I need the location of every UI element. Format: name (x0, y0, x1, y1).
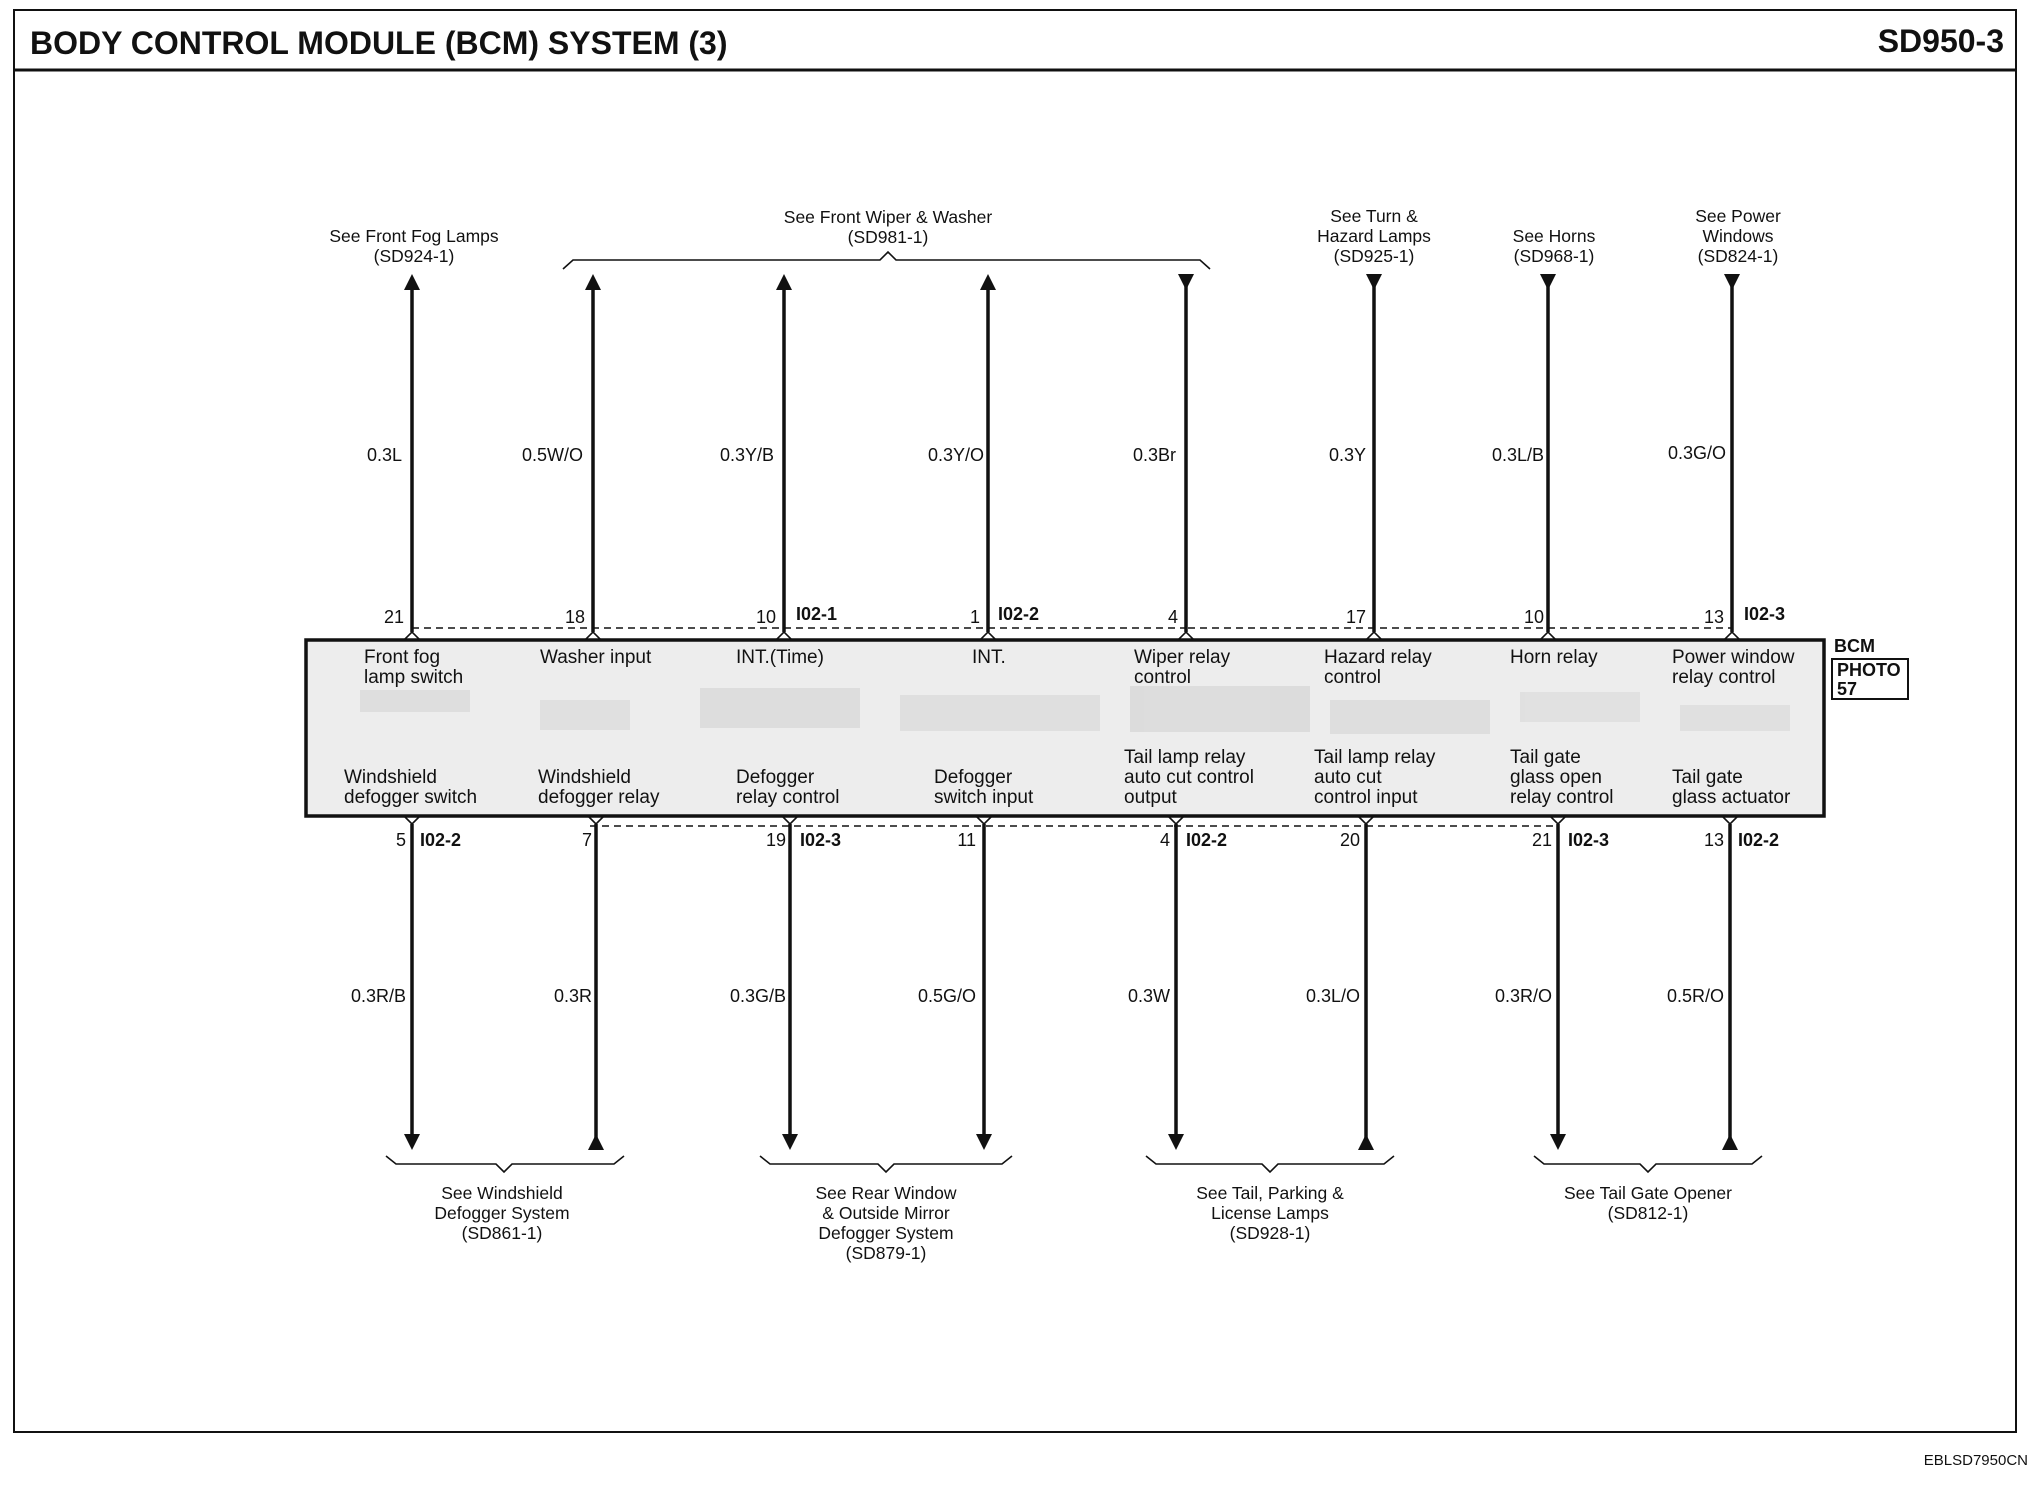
svg-text:13: 13 (1703, 830, 1724, 850)
svg-text:relay control: relay control (1510, 787, 1614, 808)
bottom-wire-19-i02-3 (730, 767, 841, 1150)
ref-power-windows (1695, 206, 1781, 266)
windshield-group-brace (386, 1156, 624, 1172)
svg-text:output: output (1124, 787, 1177, 808)
svg-text:(SD928-1): (SD928-1) (1229, 1223, 1311, 1243)
svg-text:I02-2: I02-2 (1738, 830, 1780, 850)
svg-text:(SD924-1): (SD924-1) (373, 246, 455, 266)
svg-text:Windshield: Windshield (344, 767, 437, 788)
svg-text:License Lamps: License Lamps (1211, 1203, 1329, 1223)
svg-text:INT.(Time): INT.(Time) (736, 647, 824, 668)
svg-text:Defogger: Defogger (736, 767, 815, 788)
ref-front-fog-lamps (329, 226, 498, 266)
ref-windshield-defogger (434, 1183, 569, 1243)
svg-text:control input: control input (1314, 787, 1418, 808)
svg-text:& Outside Mirror: & Outside Mirror (822, 1203, 950, 1223)
svg-text:0.3R/B: 0.3R/B (350, 986, 406, 1006)
svg-text:4: 4 (1167, 607, 1178, 627)
svg-text:0.3L: 0.3L (366, 445, 402, 465)
svg-text:Hazard relay: Hazard relay (1324, 647, 1432, 668)
svg-text:auto cut: auto cut (1314, 767, 1382, 788)
bcm-module-name: BCM (1834, 636, 1875, 656)
svg-text:I02-3: I02-3 (800, 830, 842, 850)
wiper-group-brace (563, 252, 1210, 269)
svg-text:0.5G/O: 0.5G/O (917, 986, 976, 1006)
svg-text:13: 13 (1703, 607, 1724, 627)
svg-text:control: control (1134, 667, 1192, 688)
svg-text:I02-1: I02-1 (796, 604, 838, 624)
svg-text:See Rear Window: See Rear Window (815, 1183, 957, 1203)
svg-text:0.3Y/B: 0.3Y/B (719, 445, 774, 465)
top-wire-13-i02-3 (1668, 274, 1795, 688)
svg-text:0.3L/O: 0.3L/O (1305, 986, 1360, 1006)
svg-text:Tail gate: Tail gate (1672, 767, 1743, 788)
svg-text:Horn relay: Horn relay (1510, 647, 1598, 668)
svg-text:0.5W/O: 0.5W/O (521, 445, 583, 465)
svg-text:Defogger System: Defogger System (434, 1203, 570, 1223)
svg-text:20: 20 (1339, 830, 1360, 850)
svg-text:I02-3: I02-3 (1744, 604, 1786, 624)
bottom-wire-5-i02-2 (344, 767, 477, 1150)
svg-text:defogger relay: defogger relay (538, 787, 660, 808)
svg-text:0.3R: 0.3R (553, 986, 592, 1006)
svg-text:0.5R/O: 0.5R/O (1666, 986, 1724, 1006)
svg-text:Wiper relay: Wiper relay (1134, 647, 1231, 668)
svg-text:control: control (1324, 667, 1382, 688)
svg-text:(SD824-1): (SD824-1) (1697, 246, 1779, 266)
svg-text:(SD968-1): (SD968-1) (1513, 246, 1595, 266)
svg-text:0.3R/O: 0.3R/O (1494, 986, 1552, 1006)
svg-text:I02-3: I02-3 (1568, 830, 1610, 850)
svg-text:See Front Wiper & Washer: See Front Wiper & Washer (783, 207, 993, 227)
top-wire-17 (1324, 274, 1432, 688)
rear-window-group-brace (760, 1156, 1012, 1172)
ref-rear-window-defogger (815, 1183, 956, 1263)
svg-text:Front fog: Front fog (364, 647, 441, 668)
svg-text:Tail lamp relay: Tail lamp relay (1124, 747, 1246, 768)
top-wire-1-i02-2 (928, 274, 1039, 668)
svg-text:lamp switch: lamp switch (364, 667, 464, 688)
svg-text:0.3W: 0.3W (1127, 986, 1170, 1006)
svg-text:See Tail Gate Opener: See Tail Gate Opener (1564, 1183, 1732, 1203)
svg-text:Defogger: Defogger (934, 767, 1013, 788)
svg-text:7: 7 (581, 830, 592, 850)
bottom-wire-13-i02-2 (1667, 767, 1791, 1150)
svg-text:switch input: switch input (934, 787, 1034, 808)
svg-text:I02-2: I02-2 (1186, 830, 1228, 850)
ref-tail-parking-license (1196, 1183, 1344, 1243)
svg-text:(SD812-1): (SD812-1) (1607, 1203, 1689, 1223)
top-wire-21 (364, 274, 463, 688)
svg-text:Windows: Windows (1702, 226, 1774, 246)
svg-text:0.3Y/O: 0.3Y/O (927, 445, 984, 465)
svg-text:0.3G/O: 0.3G/O (1667, 443, 1726, 463)
svg-text:18: 18 (564, 607, 585, 627)
svg-text:Washer input: Washer input (540, 647, 652, 668)
svg-text:Defogger System: Defogger System (818, 1223, 954, 1243)
svg-text:See Front Fog Lamps: See Front Fog Lamps (329, 226, 499, 246)
svg-text:glass open: glass open (1510, 767, 1602, 788)
svg-text:glass actuator: glass actuator (1672, 787, 1791, 808)
bottom-wire-20 (1306, 747, 1436, 1150)
tail-gate-group-brace (1534, 1156, 1762, 1172)
bottom-wire-7 (538, 767, 660, 1150)
svg-text:21: 21 (1531, 830, 1552, 850)
top-wire-18 (522, 274, 652, 668)
tail-lamps-group-brace (1146, 1156, 1394, 1172)
svg-text:0.3Br: 0.3Br (1132, 445, 1176, 465)
svg-text:Tail lamp relay: Tail lamp relay (1314, 747, 1436, 768)
photo-reference-label: PHOTO (1837, 660, 1901, 680)
footer-code: EBLSD7950CN (1923, 1452, 2028, 1469)
svg-text:See Turn &: See Turn & (1330, 206, 1418, 226)
svg-text:Tail gate: Tail gate (1510, 747, 1581, 768)
page-code: SD950-3 (1877, 23, 2004, 59)
photo-reference-number: 57 (1837, 679, 1858, 699)
svg-text:INT.: INT. (972, 647, 1006, 668)
svg-text:0.3G/B: 0.3G/B (729, 986, 786, 1006)
svg-text:Windshield: Windshield (538, 767, 631, 788)
page-title: BODY CONTROL MODULE (BCM) SYSTEM (3) (30, 25, 728, 61)
ref-tail-gate-opener (1564, 1183, 1732, 1223)
svg-text:4: 4 (1159, 830, 1170, 850)
svg-text:1: 1 (969, 607, 980, 627)
top-wire-10 (1492, 274, 1598, 668)
svg-text:21: 21 (383, 607, 404, 627)
svg-text:defogger switch: defogger switch (344, 787, 478, 808)
svg-text:(SD981-1): (SD981-1) (847, 227, 929, 247)
svg-text:See Horns: See Horns (1512, 226, 1596, 246)
svg-text:(SD925-1): (SD925-1) (1333, 246, 1415, 266)
svg-text:auto cut control: auto cut control (1124, 767, 1254, 788)
svg-text:See Power: See Power (1695, 206, 1781, 226)
svg-text:17: 17 (1345, 607, 1366, 627)
svg-text:(SD861-1): (SD861-1) (461, 1223, 543, 1243)
svg-text:Hazard Lamps: Hazard Lamps (1317, 226, 1431, 246)
bottom-wire-21-i02-3 (1495, 747, 1614, 1150)
svg-text:11: 11 (957, 830, 976, 850)
svg-text:5: 5 (395, 830, 406, 850)
bottom-wire-11 (918, 767, 1034, 1150)
svg-text:0.3L/B: 0.3L/B (1491, 445, 1544, 465)
svg-text:19: 19 (765, 830, 786, 850)
svg-text:(SD879-1): (SD879-1) (845, 1243, 927, 1263)
ref-front-wiper-washer (784, 207, 993, 247)
svg-text:0.3Y: 0.3Y (1328, 445, 1366, 465)
svg-text:10: 10 (1523, 607, 1544, 627)
svg-text:I02-2: I02-2 (420, 830, 462, 850)
svg-text:relay control: relay control (1672, 667, 1776, 688)
svg-text:I02-2: I02-2 (998, 604, 1040, 624)
top-wire-10-i02-1 (720, 274, 837, 668)
svg-text:10: 10 (755, 607, 776, 627)
top-wire-4 (1133, 274, 1231, 688)
svg-text:relay control: relay control (736, 787, 840, 808)
svg-text:See Tail, Parking &: See Tail, Parking & (1196, 1183, 1344, 1203)
ref-horns (1513, 226, 1596, 266)
ref-turn-hazard-lamps (1317, 206, 1431, 266)
svg-text:See Windshield: See Windshield (441, 1183, 563, 1203)
svg-text:Power window: Power window (1672, 647, 1795, 668)
